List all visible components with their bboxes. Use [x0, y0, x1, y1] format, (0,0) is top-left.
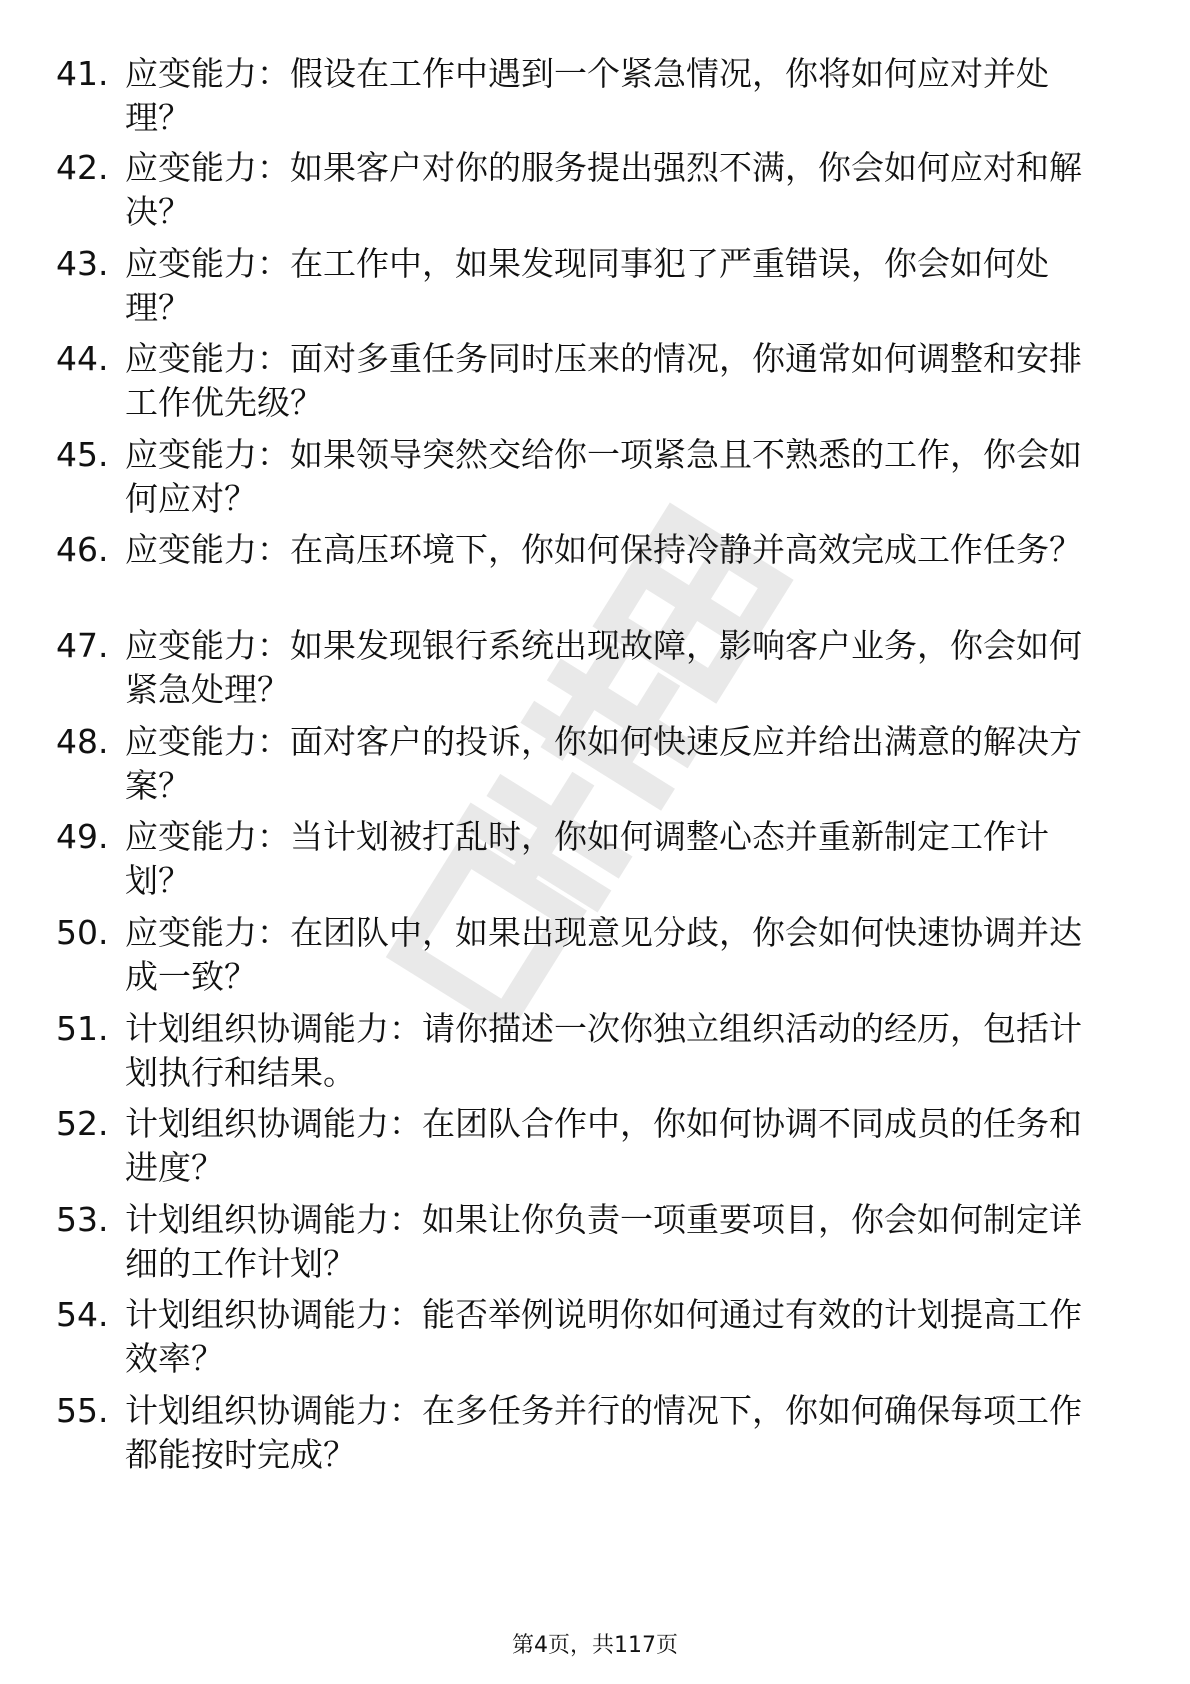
question-number: 42.: [56, 148, 109, 187]
question-number: 51.: [56, 1009, 109, 1048]
question-item: [0, 1389, 1190, 1493]
question-number: 44.: [56, 339, 109, 378]
question-item: [0, 1198, 1190, 1302]
question-number: 54.: [56, 1295, 109, 1334]
question-number: 55.: [56, 1391, 109, 1430]
question-text: 应变能力：面对多重任务同时压来的情况，你通常如何调整和安排工作优先级？: [125, 339, 1082, 422]
question-number: 45.: [56, 435, 109, 474]
question-item: [0, 911, 1190, 1015]
question-item: [0, 52, 1190, 156]
question-text: 应变能力：在工作中，如果发现同事犯了严重错误，你会如何处理？: [125, 244, 1049, 327]
question-number: 52.: [56, 1104, 109, 1143]
question-item: [0, 528, 1190, 632]
question-text: 计划组织协调能力：在多任务并行的情况下，你如何确保每项工作都能按时完成？: [125, 1391, 1082, 1474]
question-text: 计划组织协调能力：如果让你负责一项重要项目，你会如何制定详细的工作计划？: [125, 1200, 1082, 1283]
question-text: 应变能力：当计划被打乱时，你如何调整心态并重新制定工作计划？: [125, 817, 1049, 900]
question-item: [0, 242, 1190, 346]
question-number: 46.: [56, 530, 109, 569]
question-text: 计划组织协调能力：请你描述一次你独立组织活动的经历，包括计划执行和结果。: [125, 1009, 1082, 1092]
question-text: 计划组织协调能力：能否举例说明你如何通过有效的计划提高工作效率？: [125, 1295, 1082, 1378]
question-number: 43.: [56, 244, 109, 283]
question-number: 50.: [56, 913, 109, 952]
question-item: [0, 1293, 1190, 1397]
question-text: 应变能力：在团队中，如果出现意见分歧，你会如何快速协调并达成一致？: [125, 913, 1082, 996]
question-text: 应变能力：假设在工作中遇到一个紧急情况，你将如何应对并处理？: [125, 54, 1049, 137]
question-item: [0, 720, 1190, 824]
question-number: 49.: [56, 817, 109, 856]
question-item: [0, 624, 1190, 728]
question-number: 41.: [56, 54, 109, 93]
question-item: [0, 146, 1190, 250]
question-text: 应变能力：面对客户的投诉，你如何快速反应并给出满意的解决方案？: [125, 722, 1082, 805]
question-item: [0, 337, 1190, 441]
question-text: 应变能力：在高压环境下，你如何保持冷静并高效完成工作任务？: [125, 530, 1082, 569]
question-text: 计划组织协调能力：在团队合作中，你如何协调不同成员的任务和进度？: [125, 1104, 1082, 1187]
page-footer: 第4页，共117页: [512, 1633, 678, 1658]
question-item: [0, 433, 1190, 537]
question-text: 应变能力：如果客户对你的服务提出强烈不满，你会如何应对和解决？: [125, 148, 1082, 231]
question-number: 47.: [56, 626, 109, 665]
question-text: 应变能力：如果领导突然交给你一项紧急且不熟悉的工作，你会如何应对？: [125, 435, 1082, 518]
question-item: [0, 1007, 1190, 1111]
question-text: 应变能力：如果发现银行系统出现故障，影响客户业务，你会如何紧急处理？: [125, 626, 1082, 709]
question-number: 53.: [56, 1200, 109, 1239]
question-number: 48.: [56, 722, 109, 761]
question-item: [0, 1102, 1190, 1206]
question-item: [0, 815, 1190, 919]
